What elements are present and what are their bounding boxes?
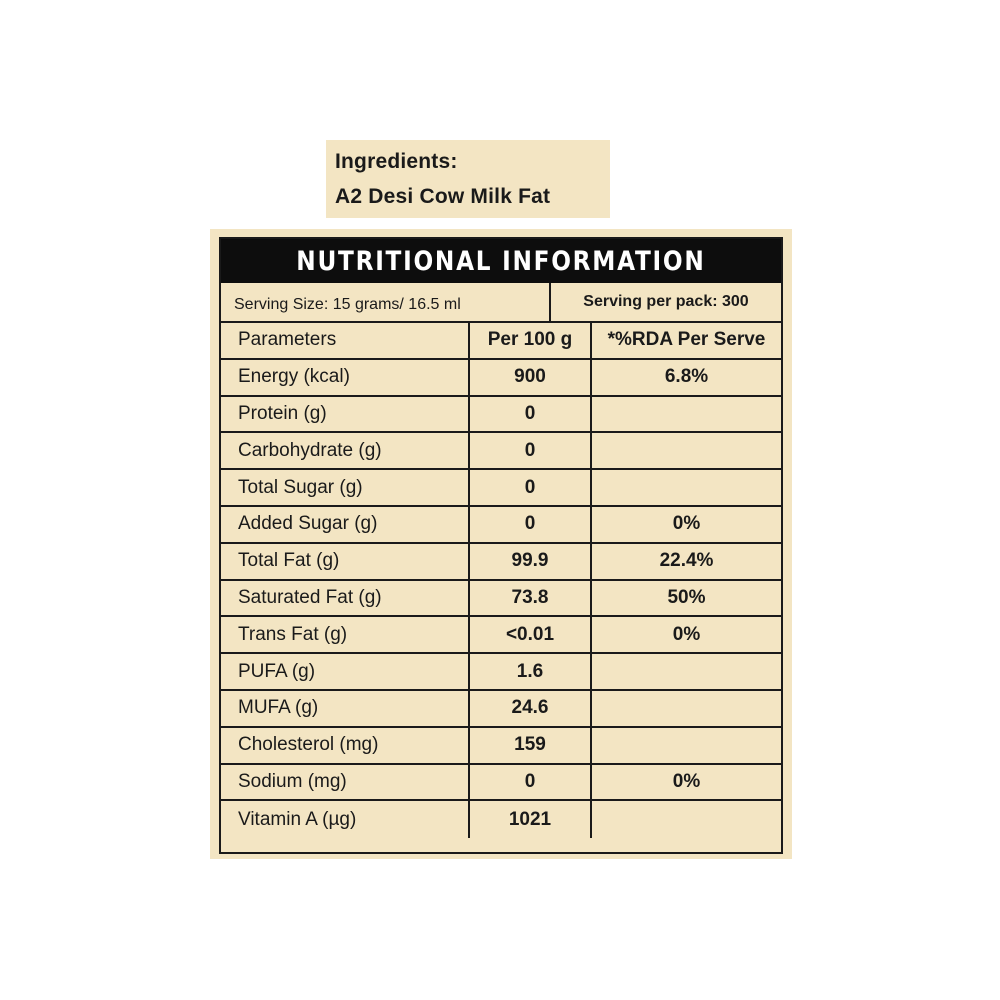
nutrition-rows [221,360,781,838]
nutrition-table [219,237,783,854]
cell-per-100g: 0 [470,507,592,542]
cell-parameter: MUFA (g) [221,691,470,726]
table-row [221,433,781,470]
cell-per-100g: <0.01 [470,617,592,652]
cell-rda [592,691,781,726]
serving-row [221,283,781,323]
cell-per-100g: 1021 [470,801,592,838]
cell-parameter: Cholesterol (mg) [221,728,470,763]
table-row [221,765,781,802]
cell-parameter: Energy (kcal) [221,360,470,395]
serving-per-pack: Serving per pack: 300 [583,293,749,310]
cell-per-100g: 0 [470,397,592,432]
table-row [221,507,781,544]
column-header-parameters: Parameters [221,323,470,358]
cell-rda: 0% [672,513,701,535]
cell-rda: 0% [672,623,701,645]
cell-rda [592,470,781,505]
cell-parameter: Total Fat (g) [221,544,470,579]
cell-rda: 6.8% [664,366,709,388]
cell-rda [592,801,781,838]
cell-parameter: Carbohydrate (g) [221,433,470,468]
table-row [221,581,781,618]
cell-per-100g: 0 [470,470,592,505]
cell-parameter: Total Sugar (g) [221,470,470,505]
cell-parameter: Saturated Fat (g) [221,581,470,616]
cell-parameter: Trans Fat (g) [221,617,470,652]
table-row [221,544,781,581]
cell-per-100g: 24.6 [470,691,592,726]
cell-per-100g: 73.8 [470,581,592,616]
table-row [221,691,781,728]
cell-per-100g: 159 [470,728,592,763]
ingredients-box [326,140,610,218]
table-row [221,617,781,654]
cell-rda: 22.4% [659,550,714,572]
cell-per-100g: 0 [470,433,592,468]
cell-rda [592,433,781,468]
table-row [221,654,781,691]
cell-parameter: PUFA (g) [221,654,470,689]
table-row [221,360,781,397]
table-header-row [221,323,781,360]
cell-parameter: Protein (g) [221,397,470,432]
cell-parameter: Vitamin A (µg) [221,801,470,838]
cell-per-100g: 99.9 [470,544,592,579]
cell-rda [592,397,781,432]
column-header-per-100g: Per 100 g [470,323,592,358]
cell-rda [592,728,781,763]
cell-per-100g: 0 [470,765,592,800]
cell-parameter: Added Sugar (g) [221,507,470,542]
table-row [221,397,781,434]
serving-size: Serving Size: 15 grams/ 16.5 ml [221,283,551,321]
column-header-rda: *%RDA Per Serve [607,329,766,351]
ingredients-value: A2 Desi Cow Milk Fat [335,185,551,208]
ingredients-title: Ingredients: [335,150,458,173]
table-row [221,801,781,838]
cell-rda: 50% [667,586,706,608]
cell-per-100g: 1.6 [470,654,592,689]
cell-rda: 0% [672,770,701,792]
cell-parameter: Sodium (mg) [221,765,470,800]
cell-rda [592,654,781,689]
cell-per-100g: 900 [470,360,592,395]
table-row [221,728,781,765]
nutrition-title-text: NUTRITIONAL INFORMATION [296,245,706,277]
nutrition-title [221,239,781,283]
table-row [221,470,781,507]
nutrition-panel [210,229,792,859]
